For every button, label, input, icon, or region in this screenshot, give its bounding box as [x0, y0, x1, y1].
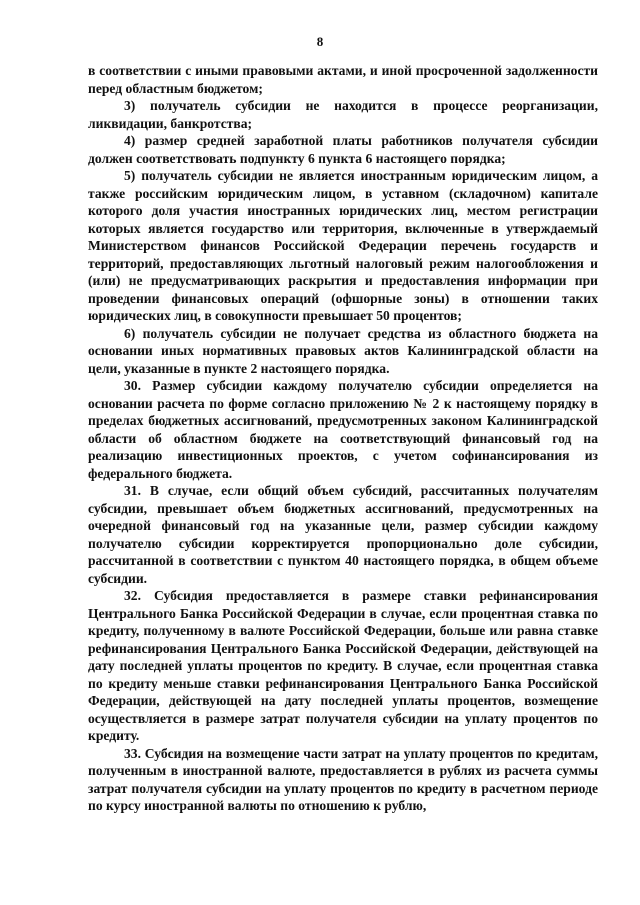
page-number: 8: [316, 34, 324, 49]
paragraph-item-4: 4) размер средней заработной платы работников получателя субсидии должен соответствовать подпункту 6 пункта 6 настоящего порядка;: [88, 133, 598, 166]
paragraph-clause-31: 31. В случае, если общий объем субсидий, рассчитанных получателям субсидии, превышает объем бюджетных ассигнований, предусмотренных на очередной финансовый год на указанные цели, размер субсидии каждому получателю субсидии корректируется пропорционально доле субсидии, рассчитанной в соответствии с пунктом 40 настоящего порядка, в общем объеме субсидии.: [88, 483, 598, 586]
paragraph-item-5: 5) получатель субсидии не является иностранным юридическим лицом, а также российским юридическим лицом, в уставном (складочном) капитале которого доля участия иностранных юридических лиц, местом регистрации которых является государство или территория, включенные в утверждаемый Министерством финансов Российской Федерации перечень государств и территорий, предоставляющих льготный налоговый режим налогообложения и (или) не предусматривающих раскрытия и предоставления информации при проведении финансовых операций (офшорные зоны) в отношении таких юридических лиц, в совокупности превышает 50 процентов;: [88, 168, 598, 323]
paragraph-item-3: 3) получатель субсидии не находится в процессе реорганизации, ликвидации, банкротства;: [88, 98, 598, 131]
paragraph-continuation: в соответствии с иными правовыми актами, и иной просроченной задолженности перед областным бюджетом;: [88, 63, 598, 96]
paragraph-clause-30: 30. Размер субсидии каждому получателю субсидии определяется на основании расчета по форме согласно приложению № 2 к настоящему порядку в пределах бюджетных ассигнований, предусмотренных законом Калининградской области об областном бюджете на соответствующий финансовый год на реализацию инвестиционных проектов, с учетом софинансирования из федерального бюджета.: [88, 378, 598, 481]
paragraph-clause-32: 32. Субсидия предоставляется в размере ставки рефинансирования Центрального Банка Российской Федерации в случае, если процентная ставка по кредиту, полученному в валюте Российской Федерации, больше или равна ставке рефинансирования Центрального Банка Российской Федерации, действующей на дату последней уплаты процентов по кредиту. В случае, если процентная ставка по кредиту меньше ставки рефинансирования Центрального Банка Российской Федерации, действующей на дату последней уплаты процентов, возмещение осуществляется в размере затрат получателя субсидии на уплату процентов по кредиту.: [88, 588, 598, 743]
paragraph-item-6: 6) получатель субсидии не получает средства из областного бюджета на основании иных нормативных правовых актов Калининградской области на цели, указанные в пункте 2 настоящего порядка.: [88, 325, 598, 376]
document-body: [88, 62, 598, 815]
paragraph-clause-33: 33. Субсидия на возмещение части затрат на уплату процентов по кредитам, полученным в иностранной валюте, предоставляется в рублях из расчета суммы затрат получателя субсидии на уплату процентов по кредиту в расчетном периоде по курсу иностранной валюты по отношению к рублю,: [88, 745, 598, 813]
